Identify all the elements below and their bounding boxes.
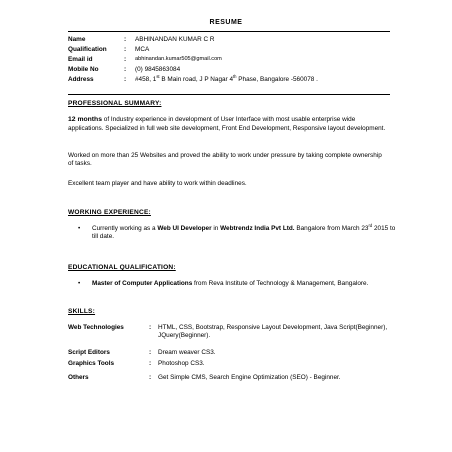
skill-value: Get Simple CMS, Search Engine Optimization (SEO) - Beginner.: [158, 374, 341, 381]
bullet-icon: •: [78, 225, 81, 232]
education-heading: EDUCATIONAL QUALIFICATION:: [68, 264, 176, 271]
colon: :: [124, 36, 127, 43]
section-divider: [68, 94, 390, 95]
mobile-label: Mobile No: [68, 66, 99, 73]
colon: :: [149, 360, 152, 367]
colon: :: [124, 46, 127, 53]
experience-text: Currently working as a Web UI Developer in Webtrendz India Pvt Ltd. Bangalore from March 23rd 2015 to till date.: [92, 222, 396, 241]
personal-row-email: [68, 56, 398, 65]
summary-heading: PROFESSIONAL SUMMARY:: [68, 100, 162, 107]
colon: :: [124, 76, 127, 83]
qualification-label: Qualification: [68, 46, 107, 53]
summary-paragraph-1: 12 months of Industry experience in development of User Interface with most usable enterprise wide applications. Specialized in full web site development, Front End Development, Responsive layout development.: [68, 116, 386, 132]
top-divider: [68, 31, 390, 32]
email-value: abhinandan.kumar505@gmail.com: [135, 56, 222, 62]
address-label: Address: [68, 76, 94, 83]
mobile-value: (0) 9845863084: [135, 66, 181, 73]
personal-row-qualification: [68, 46, 398, 55]
colon: :: [124, 66, 127, 73]
qualification-value: MCA: [135, 46, 150, 53]
education-text: Master of Computer Applications from Reva Institute of Technology & Management, Bangalore.: [92, 280, 369, 287]
skill-value: Photoshop CS3.: [158, 360, 205, 367]
skill-label: Script Editors: [68, 349, 110, 356]
skill-label: Others: [68, 374, 89, 381]
colon: :: [149, 349, 152, 356]
address-value: #458, 1st B Main road, J P Nagar 4th Phase, Bangalore -560078 .: [135, 73, 318, 83]
skill-value: HTML, CSS, Bootstrap, Responsive Layout Development, Java Script(Beginner), JQuery(Beginner).: [158, 324, 388, 340]
resume-title: RESUME: [209, 19, 243, 26]
skill-label: Graphics Tools: [68, 360, 115, 367]
bullet-icon: •: [78, 280, 81, 287]
email-label: Email id: [68, 56, 93, 63]
colon: :: [124, 56, 127, 63]
name-value: ABHINANDAN KUMAR C R: [135, 36, 215, 43]
colon: :: [149, 374, 152, 381]
skill-value: Dream weaver CS3.: [158, 349, 216, 356]
skill-label: Web Technologies: [68, 324, 124, 331]
personal-row-name: [68, 36, 398, 45]
experience-heading: WORKING EXPERIENCE:: [68, 209, 151, 216]
skills-heading: SKILLS:: [68, 308, 96, 315]
summary-paragraph-3: Excellent team player and have ability to work within deadlines.: [68, 180, 247, 187]
personal-row-address: [68, 73, 398, 85]
summary-paragraph-2: Worked on more than 25 Websites and proved the ability to work under pressure by taking complete ownership of tasks.: [68, 152, 382, 168]
colon: :: [149, 324, 152, 331]
name-label: Name: [68, 36, 86, 43]
